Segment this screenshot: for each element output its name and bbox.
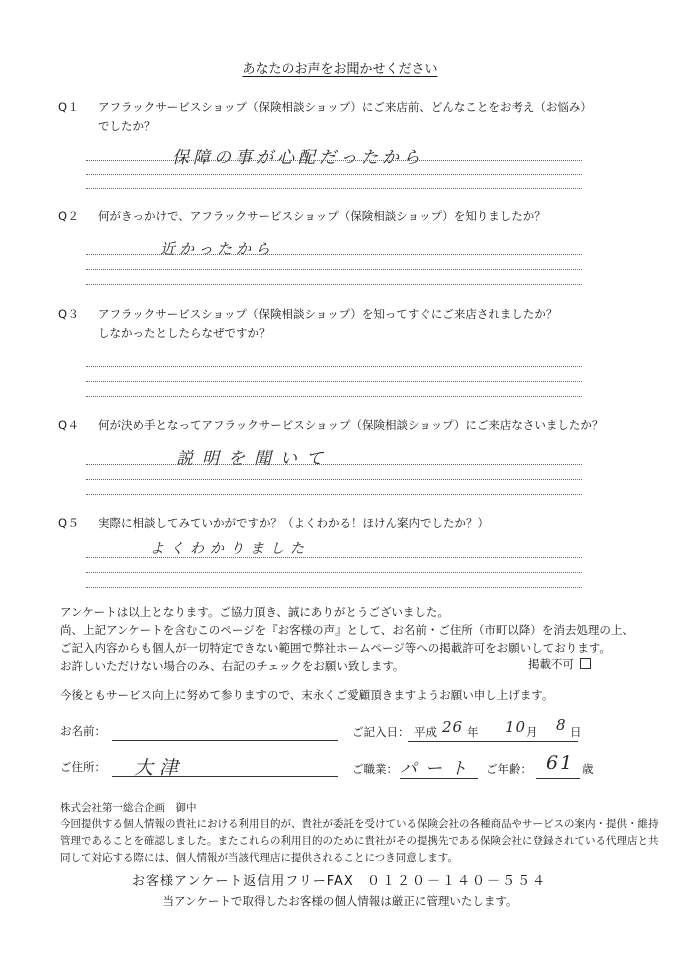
privacy-text: 管理であることを確認しました。またこれらの利用目的のために貴社がその提携先である保険会社に登録されている代理店と共 [60, 835, 659, 847]
answer-line [86, 494, 582, 495]
publish-decline-option[interactable] [528, 656, 591, 673]
date-day: 8 [556, 716, 570, 734]
question-text: アフラックサービスショップ（保険相談ショップ）を知ってすぐにご来店されましたか？ [98, 307, 558, 321]
era-label: 平成 [414, 725, 437, 739]
privacy-text: 同して対応する際には、個人情報が当該代理店に提供されることにつき同意します。 [60, 852, 458, 864]
question-text-cont: しなかったとしたらなぜですか？ [98, 326, 271, 340]
fax-line [132, 870, 547, 889]
question-text: 何が決め手となってアフラックサービスショップ（保険相談ショップ）にご来店なさいましたか？ [98, 418, 604, 432]
privacy-management-note: 当アンケートで取得したお客様の個人情報は厳正に管理いたします。 [162, 894, 518, 908]
answer-line [86, 254, 582, 255]
date-year: 26 [442, 718, 464, 736]
checkbox-label: 掲載不可 [528, 657, 574, 671]
month-unit: 月 [526, 725, 538, 739]
answer-line [86, 479, 582, 480]
notice-line: アンケートは以上となります。ご協力頂き、誠にありがとうございました。 [60, 605, 449, 619]
question-label: Q１ [58, 100, 80, 114]
notice-line: 尚、上記アンケートを含むこのページを『お客様の声』として、お名前・ご住所（市町以降）を消去処理の上、 [60, 623, 634, 637]
closing-message: 今後ともサービス向上に努めて参りますので、末永くご愛顧頂きますようお願い申し上げます。 [60, 688, 554, 702]
question-label: Q５ [58, 516, 80, 530]
fax-label: お客様アンケート返信用フリーFAX [132, 874, 354, 889]
question-label: Q４ [58, 418, 80, 432]
year-unit: 年 [467, 725, 479, 739]
company-name: 株式会社第一総合企画 御中 [60, 802, 197, 814]
answer-line [86, 284, 582, 285]
answer-line [86, 464, 582, 465]
privacy-text: 今回提供する個人情報の貴社における利用目的が、貴社が委託を受けている保険会社の各種商品やサービスの案内・提供・維持 [60, 818, 659, 830]
age-unit: 歳 [582, 762, 594, 776]
page-title: あなたのお声をお聞かせください [242, 62, 438, 77]
answer-line [86, 174, 582, 175]
answer-line [86, 269, 582, 270]
answer-line [86, 396, 582, 397]
address-label: ご住所： [60, 760, 106, 774]
answer-line [86, 572, 582, 573]
address-value: 大津 [134, 757, 185, 779]
occupation-value: パート [400, 759, 475, 779]
answer-line [86, 557, 582, 558]
question-label: Q２ [58, 209, 80, 223]
publish-decline-checkbox[interactable] [580, 658, 591, 669]
name-label: お名前： [60, 724, 106, 738]
day-unit: 日 [570, 725, 582, 739]
answer-line [86, 381, 582, 382]
answer-line [86, 160, 582, 161]
name-field[interactable] [112, 740, 338, 741]
answer-line [86, 366, 582, 367]
handwritten-answer: 近かったから [160, 240, 275, 258]
date-label: ご記入日： [352, 725, 410, 739]
fax-number[interactable]: ０１２０－１４０－５５４ [366, 874, 547, 889]
question-label: Q３ [58, 307, 80, 321]
question-text: 実際に相談してみていかがですか？（よくわかる！ほけん案内でしたか？） [98, 516, 489, 530]
age-field[interactable] [536, 778, 580, 779]
age-label: ご年齢： [486, 762, 532, 776]
answer-line [86, 188, 582, 189]
notice-line: ご記入内容からも個人が一切特定できない範囲で弊社ホームページ等への掲載許可をお願いしております。 [60, 641, 611, 655]
notice-line: お許しいただけない場合のみ、右記のチェックをお願い致します。 [60, 659, 405, 673]
handwritten-answer: よくわかりました [150, 541, 310, 557]
handwritten-answer: 説明を聞いて [176, 449, 332, 469]
question-text: 何がきっかけで、アフラックサービスショップ（保険相談ショップ）を知りましたか？ [98, 209, 546, 223]
question-text: アフラックサービスショップ（保険相談ショップ）にご来店前、どんなことをお考え（お悩み） [98, 100, 592, 114]
date-month: 10 [505, 718, 527, 736]
date-field[interactable] [408, 741, 578, 742]
age-value: 61 [546, 752, 575, 774]
question-text-cont: でしたか？ [98, 119, 156, 133]
handwritten-answer: 保障の事が心配だったから [172, 148, 424, 168]
answer-line [86, 587, 582, 588]
occupation-label: ご職業： [352, 762, 398, 776]
